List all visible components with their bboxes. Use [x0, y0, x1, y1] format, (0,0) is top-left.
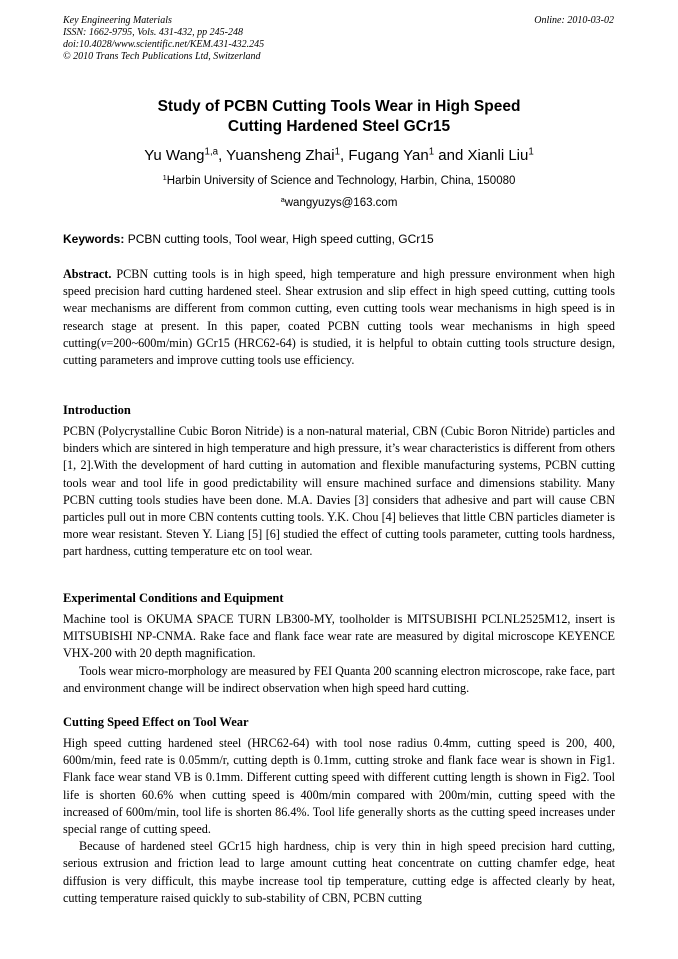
paragraph: Because of hardened steel GCr15 high hardness, chip is very thin in high speed precision hard cutting, serious extrusion and friction lead to large amount cutting heat concentrate on cutting chamfer edge, heat diffusion is very difficult, this maybe increase tool tip temperature, cutting edge is affected clearly by heat, cutting temperature raised quickly to sub-stability of CBN, PCBN cutting	[63, 839, 615, 905]
author-name: Yu Wang	[144, 147, 205, 164]
experimental-body	[63, 611, 615, 697]
email-text: wangyuzys@163.com	[284, 197, 398, 209]
journal-header	[63, 15, 264, 63]
abstract	[63, 266, 615, 369]
author-superscript: 1	[334, 146, 340, 158]
paragraph: PCBN (Polycrystalline Cubic Boron Nitride) is a non-natural material, CBN (Cubic Boron Nitride) particles and binders which are sintered in high temperature and high pressure, it’s wear characteristics is different from others [1, 2].With the development of hard cutting in automation and flexible manufacturing systems, PCBN cutting tools wear and tool life in good predictability will ensure machined surface and dimensions stability. Many PCBN cutting tools studies have been done. M.A. Davies [3] considers that adhesive and part will cause CBN particles pull out in more CBN contents cutting tools. Y.K. Chou [4] believes that little CBN particles diameter is more wear resistant. Steven Y. Liang [5] [6] studied the effect of cutting tools parameter, cutting tools hardness, part hardness, cutting temperature etc on tool wear.	[63, 424, 615, 559]
author-list	[0, 146, 678, 166]
abstract-label: Abstract.	[63, 267, 112, 281]
abstract-variable: v	[100, 335, 107, 350]
author-superscript: 1	[428, 146, 435, 158]
author-name: , Fugang Yan	[340, 147, 429, 164]
section-heading-cutting-speed: Cutting Speed Effect on Tool Wear	[63, 715, 249, 729]
author-superscript: 1,a	[204, 146, 219, 158]
paragraph: Machine tool is OKUMA SPACE TURN LB300-MY, toolholder is MITSUBISHI PCLNL2525M12, insert is MITSUBISHI NP-CNMA. Rake face and flank face wear rate are measured by digital microscope KEYENCE VHX-200 with 20 depth magnification.	[63, 612, 615, 661]
keywords-label: Keywords:	[63, 232, 125, 246]
email-superscript: a	[280, 194, 285, 204]
paragraph: Tools wear micro-morphology are measured by FEI Quanta 200 scanning electron microscope, rake face, part and environment change will be indirect observation when high speed hard cutting.	[63, 663, 615, 695]
paper-title	[0, 97, 678, 137]
affiliation	[0, 173, 678, 189]
paragraph: High speed cutting hardened steel (HRC62-64) with tool nose radius 0.4mm, cutting speed is 200, 400, 600m/min, feed rate is 0.05mm/r, cutting depth is 0.1mm, cutting stroke and flank face wear is shown in Fig1. Flank face wear stand VB is 0.1mm. Different cutting speed with different cutting length is shown in Fig2. Tool life is shorten 60.6% when cutting speed is 400m/min compared with 200m/min, cutting speed with the increased of 600m/min, tool life is shorten 86.4%. Tool life generally shorts as the cutting speed increases under special range of cutting speed.	[63, 736, 615, 837]
author-name: and Xianli Liu	[434, 147, 529, 164]
title-line-1: Study of PCBN Cutting Tools Wear in High Speed	[157, 98, 521, 115]
journal-name: Key Engineering Materials	[63, 15, 172, 26]
online-date: Online: 2010-03-02	[534, 15, 614, 26]
keywords	[63, 231, 615, 247]
section-heading-experimental: Experimental Conditions and Equipment	[63, 591, 284, 605]
author-name: , Yuansheng Zhai	[218, 147, 335, 164]
copyright-line: © 2010 Trans Tech Publications Ltd, Switzerland	[63, 51, 261, 62]
doi-line: doi:10.4028/www.scientific.net/KEM.431-432.245	[63, 39, 265, 50]
affiliation-superscript: 1	[162, 172, 167, 182]
section-heading-introduction: Introduction	[63, 403, 131, 417]
abstract-text-continued: =200~600m/min) GCr15 (HRC62-64) is studied, it is helpful to obtain cutting tools structure design, cutting parameters and improve cutting tools use efficiency.	[63, 335, 615, 368]
introduction-body	[63, 423, 615, 561]
author-email	[0, 195, 678, 211]
cutting-speed-body	[63, 735, 615, 907]
issn-line: ISSN: 1662-9795, Vols. 431-432, pp 245-248	[63, 27, 243, 38]
title-line-2: Cutting Hardened Steel GCr15	[227, 118, 451, 135]
author-superscript: 1	[528, 146, 534, 158]
keywords-text: PCBN cutting tools, Tool wear, High speed cutting, GCr15	[124, 232, 434, 246]
affiliation-text: Harbin University of Science and Technology, Harbin, China, 150080	[166, 175, 516, 187]
abstract-text: PCBN cutting tools is in high speed, high temperature and high pressure environment when high speed precision hard cutting hardened steel. Shear extrusion and slip effect in high speed cutting, cutting tools wear mechanisms are different from common cutting, even cutting tools wear mechanisms in high speed is in research stage at present. In this paper, coated PCBN cutting tools wear mechanisms in high speed cutting(	[63, 267, 615, 350]
